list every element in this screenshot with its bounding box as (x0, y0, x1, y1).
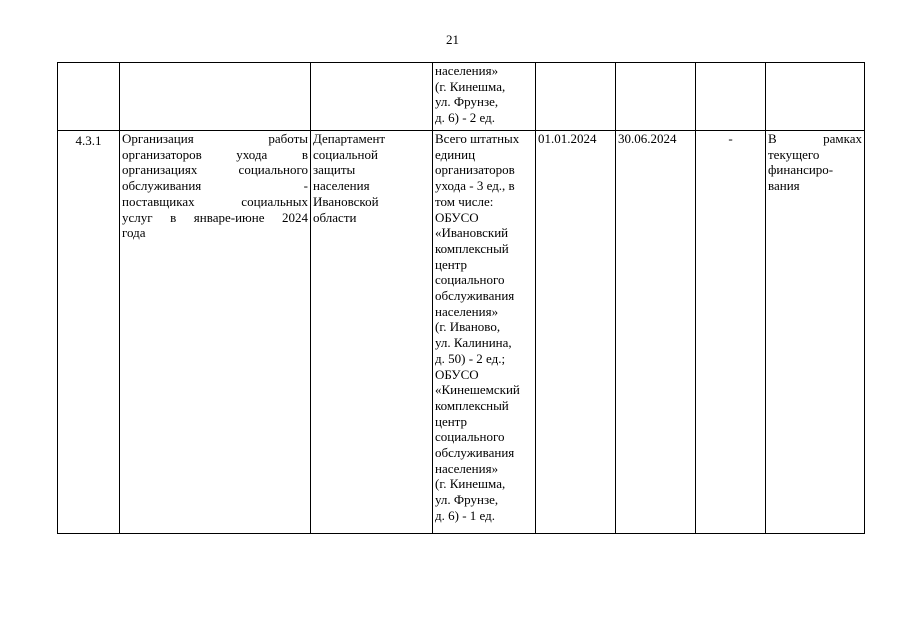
indicator-line: центр (435, 413, 468, 429)
funding-line: вания (768, 178, 800, 194)
funding-line: финансиро- (768, 162, 834, 178)
indicator-line: д. 50) - 2 ед.; (435, 350, 506, 366)
indicator-line: ул. Калинина, (435, 335, 512, 351)
table-row-continuation (58, 63, 865, 131)
cell-activity (120, 131, 311, 534)
indicator-line: ул. Фрунзе, (435, 492, 499, 508)
funding-line: текущего (768, 146, 820, 162)
indicator-line: д. 6) - 1 ед. (435, 507, 495, 523)
indicator-line: социального (435, 429, 505, 445)
indicator-line: (г. Кинешма, (435, 476, 506, 492)
indicator-line: (г. Кинешма, (435, 78, 506, 94)
cell-end-date: 30.06.2024 (616, 131, 696, 534)
indicator-line: комплексный (435, 397, 509, 413)
responsible-line: области (313, 209, 357, 225)
indicator-line: единиц (435, 146, 476, 162)
responsible-line: Ивановской (313, 193, 379, 209)
responsible-line: социальной (313, 146, 378, 162)
activity-line: организаторов ухода в (122, 146, 308, 162)
activity-line: Организация работы (122, 131, 308, 146)
cell-responsible (311, 131, 433, 534)
cell-start-date (536, 63, 616, 131)
cell-start-date: 01.01.2024 (536, 131, 616, 534)
indicator-line: Всего штатных (435, 131, 520, 146)
indicator-line: ОБУСО (435, 209, 479, 225)
indicator-line: населения» (435, 303, 499, 319)
responsible-line: населения (313, 178, 370, 194)
indicator-line: «Кинешемский (435, 382, 520, 398)
indicator-line: обслуживания (435, 445, 515, 461)
cell-funding (766, 63, 865, 131)
indicator-line: ухода - 3 ед., в (435, 178, 515, 194)
cell-indicator (433, 63, 536, 131)
indicator-line: том числе: (435, 193, 494, 209)
responsible-line: Департамент (313, 131, 386, 146)
indicator-line: населения» (435, 63, 499, 78)
indicator-line: населения» (435, 460, 499, 476)
indicator-line: организаторов (435, 162, 515, 178)
cell-cost: - (696, 131, 766, 534)
cell-responsible (311, 63, 433, 131)
page-number: 21 (446, 32, 459, 47)
cell-funding (766, 131, 865, 534)
activity-line: услуг в январе-июне 2024 (122, 209, 308, 225)
cell-cost (696, 63, 766, 131)
activity-line: года (122, 225, 146, 241)
indicator-line: ОБУСО (435, 366, 479, 382)
responsible-line: защиты (313, 162, 356, 178)
indicator-line: комплексный (435, 240, 509, 256)
funding-line: В рамках (768, 131, 862, 146)
indicator-line: д. 6) - 2 ед. (435, 110, 495, 126)
table-row-4-3-1 (58, 131, 865, 534)
indicator-line: (г. Иваново, (435, 319, 501, 335)
indicator-line: обслуживания (435, 288, 515, 304)
indicator-line: центр (435, 256, 468, 272)
activity-line: обслуживания - (122, 178, 308, 194)
indicator-line: социального (435, 272, 505, 288)
cell-indicator (433, 131, 536, 534)
activity-line: организациях социального (122, 162, 308, 178)
indicator-line: ул. Фрунзе, (435, 94, 499, 110)
cell-number (58, 63, 120, 131)
activity-line: поставщиках социальных (122, 193, 308, 209)
cell-activity (120, 63, 311, 131)
indicator-line: «Ивановский (435, 225, 509, 241)
cell-number: 4.3.1 (58, 131, 120, 534)
cell-end-date (616, 63, 696, 131)
measures-table (57, 62, 865, 534)
